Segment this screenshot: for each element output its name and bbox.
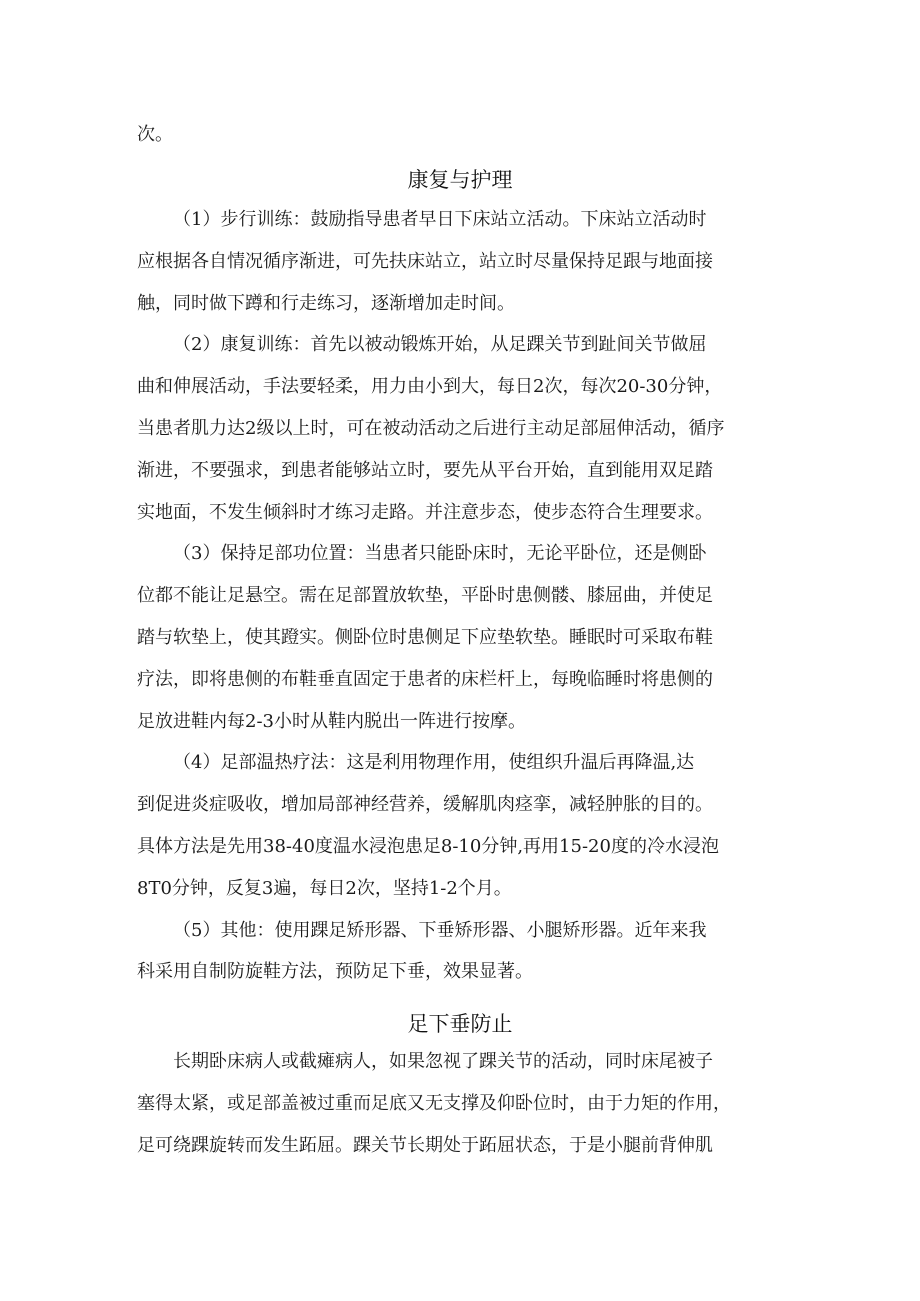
text-line: （3）保持足部功位置：当患者只能卧床时，无论平卧位，还是侧卧 — [173, 543, 707, 565]
text-line: 应根据各自情况循序渐进，可先扶床站立，站立时尽量保持足跟与地面接 — [137, 250, 713, 272]
text-line: 渐进，不要强求，到患者能够站立时，要先从平台开始，直到能用双足踏 — [137, 459, 713, 481]
text-line: 触，同时做下蹲和行走练习，逐渐增加走时间。 — [137, 292, 515, 314]
text-line: 实地面，不发生倾斜时才练习走路。并注意步态，使步态符合生理要求。 — [137, 501, 713, 523]
text-line: 次。 — [137, 124, 173, 145]
text-line: 位都不能让足悬空。需在足部置放软垫，平卧时患侧髅、膝屈曲，并使足 — [137, 585, 713, 607]
text-line: 8T0分钟，反复3遍，每日2次，坚持1-2个月。 — [137, 877, 512, 899]
text-line: 长期卧床病人或截瘫病人，如果忽视了踝关节的活动，同时床尾被子 — [173, 1051, 713, 1072]
paragraph-foot-drop — [137, 1041, 783, 1166]
section-body-foot-drop — [137, 1041, 783, 1166]
text-line: 具体方法是先用38-40度温水浸泡患足8-10分钟,再用15-20度的冷水浸泡 — [137, 835, 719, 857]
text-line: （1）步行训练：鼓励指导患者早日下床站立活动。下床站立活动时 — [173, 209, 707, 230]
paragraph-rehab-training — [137, 324, 783, 533]
text-line: 足可绕踝旋转而发生跖屈。踝关节长期处于跖屈状态，于是小腿前背伸肌 — [137, 1134, 713, 1156]
text-line: 科采用自制防旋鞋方法，预防足下垂，效果显著。 — [137, 961, 533, 983]
paragraph-foot-position — [137, 533, 783, 742]
text-line: （4）足部温热疗法：这是利用物理作用，使组织升温后再降温,达 — [173, 752, 695, 774]
text-line: （5）其他：使用踝足矫形器、下垂矫形器、小腿矫形器。近年来我 — [173, 919, 707, 941]
text-line: 当患者肌力达2级以上时，可在被动活动之后进行主动足部屈伸活动，循序 — [137, 417, 725, 439]
text-line: 疗法，即将患侧的布鞋垂直固定于患者的床栏杆上，每晚临睡时将患侧的 — [137, 668, 713, 690]
section-heading-foot-drop: 足下垂防止 — [407, 1012, 513, 1036]
leading-fragment — [137, 114, 783, 156]
paragraph-thermal-therapy — [137, 742, 783, 909]
section-heading-rehab-care: 康复与护理 — [407, 168, 513, 192]
text-line: 到促进炎症吸收，增加局部神经营养，缓解肌肉痉挛，减轻肿胀的目的。 — [137, 794, 713, 816]
text-line: 踏与软垫上，使其蹬实。侧卧位时患侧足下应垫软垫。睡眠时可采取布鞋 — [137, 626, 713, 648]
section-body-rehab-care — [137, 199, 783, 993]
paragraph-walking-training — [137, 199, 783, 324]
text-line: （2）康复训练：首先以被动锻炼开始，从足踝关节到趾间关节做屈 — [173, 334, 707, 356]
text-line: 足放进鞋内每2-3小时从鞋内脱出一阵进行按摩。 — [137, 710, 526, 732]
text-line: 曲和伸展活动，手法要轻柔，用力由小到大，每日2次，每次20-30分钟， — [137, 376, 723, 398]
paragraph-other — [137, 910, 783, 994]
text-line: 塞得太紧，或足部盖被过重而足底又无支撑及仰卧位时，由于力矩的作用， — [137, 1092, 731, 1114]
